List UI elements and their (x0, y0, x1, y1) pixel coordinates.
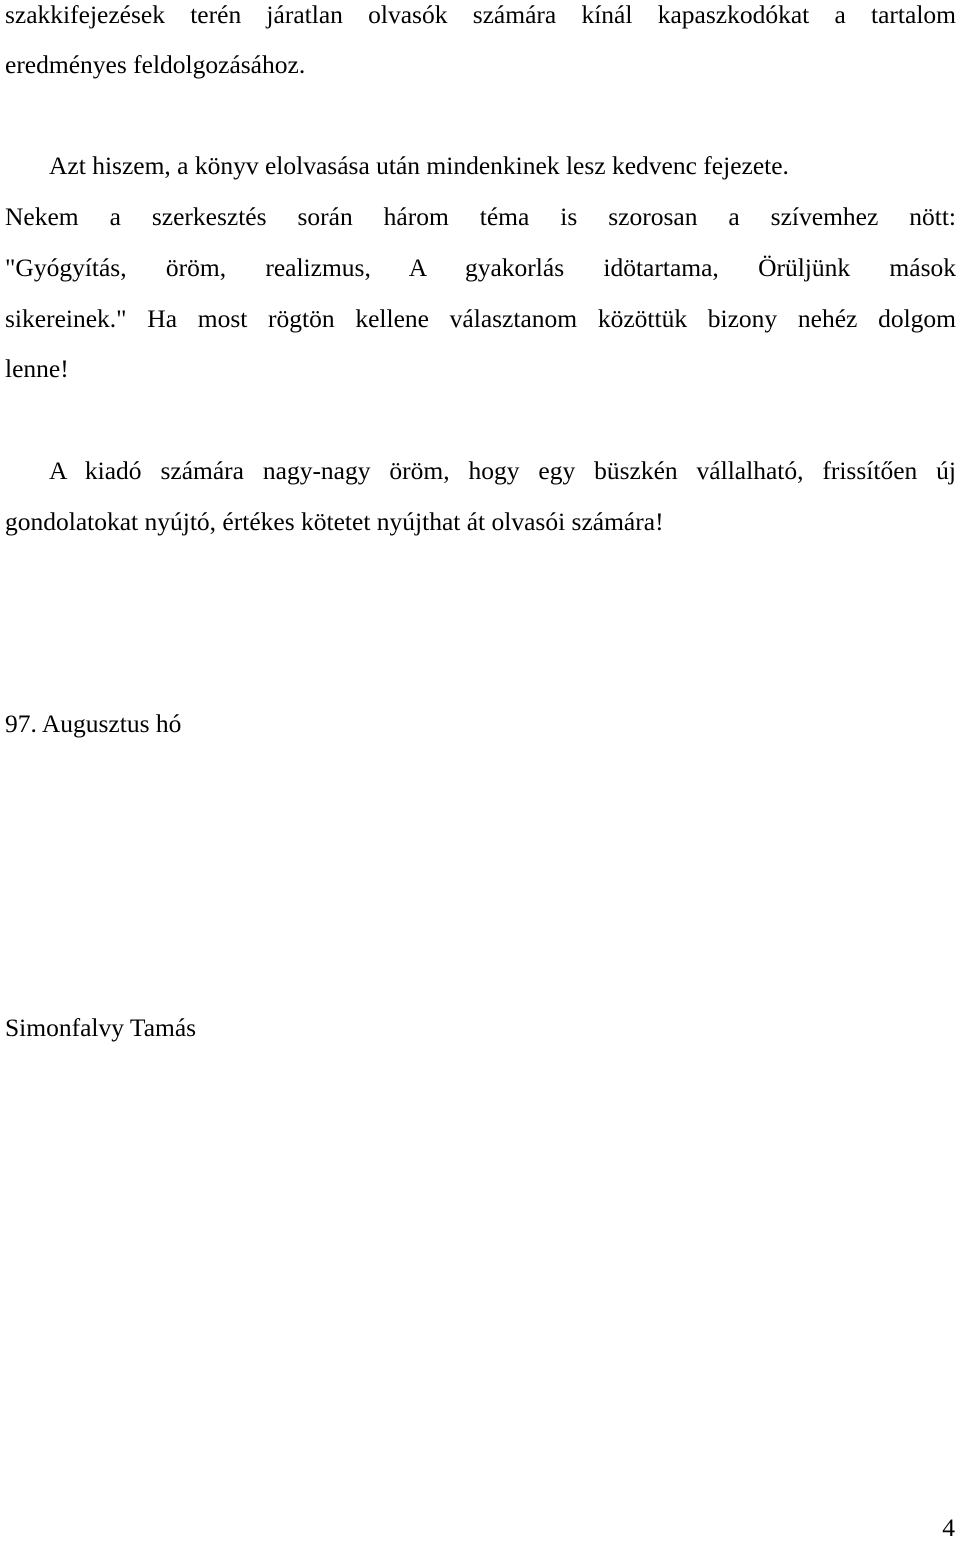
paragraph-line: sikereinek." Ha most rögtön kellene választanom közöttük bizony nehéz dolgom (5, 304, 956, 333)
paragraph-line: A kiadó számára nagy-nagy öröm, hogy egy büszkén vállalható, frissítően új (49, 456, 956, 485)
paragraph-line: "Gyógyítás, öröm, realizmus, A gyakorlás idötartama, Örüljünk mások (5, 253, 956, 282)
page-number: 4 (942, 1513, 955, 1542)
paragraph-line: Nekem a szerkesztés során három téma is szorosan a szívemhez nött: (5, 202, 956, 231)
signature: Simonfalvy Tamás (5, 1013, 197, 1042)
paragraph-line: eredményes feldolgozásához. (5, 50, 306, 79)
paragraph-line: szakkifejezések terén járatlan olvasók számára kínál kapaszkodókat a tartalom (5, 0, 956, 29)
paragraph-line: Azt hiszem, a könyv elolvasása után mindenkinek lesz kedvenc fejezete. (49, 151, 789, 180)
paragraph-line: gondolatokat nyújtó, értékes kötetet nyújthat át olvasói számára! (5, 507, 664, 536)
date-line: 97. Augusztus hó (5, 709, 182, 738)
paragraph-line: lenne! (5, 354, 69, 383)
